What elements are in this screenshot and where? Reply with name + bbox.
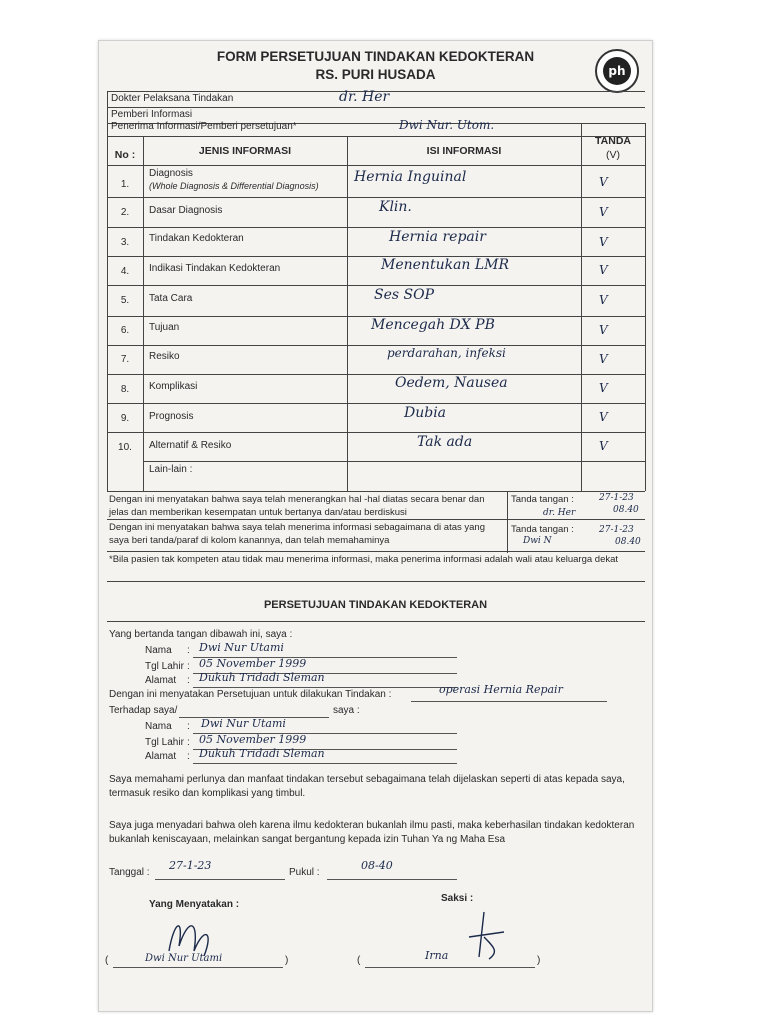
patient-nama: Dwi Nur Utami bbox=[201, 717, 286, 730]
consent-heading: PERSETUJUAN TINDAKAN KEDOKTERAN bbox=[263, 599, 488, 611]
doctor-sign-time: 08.40 bbox=[613, 505, 639, 515]
row-jenis: Resiko bbox=[149, 351, 180, 362]
menyatakan-name: Dwi Nur Utami bbox=[145, 953, 223, 964]
table-top-border bbox=[107, 136, 645, 137]
row-divider bbox=[107, 285, 645, 286]
divider bbox=[107, 581, 645, 582]
action-value: operasi Hernia Repair bbox=[439, 683, 563, 696]
underline bbox=[113, 967, 283, 968]
row-number: 10. bbox=[118, 442, 132, 453]
underline bbox=[365, 967, 535, 968]
divider bbox=[107, 519, 645, 520]
row-isi: Tak ada bbox=[417, 434, 473, 450]
row-isi: Klin. bbox=[379, 199, 412, 215]
logo-text: ph bbox=[603, 57, 631, 85]
divider bbox=[107, 551, 645, 552]
row-isi: Menentukan LMR bbox=[381, 257, 510, 273]
row-divider bbox=[107, 227, 645, 228]
underline bbox=[193, 763, 457, 764]
action-label: Dengan ini menyatakan Persetujuan untuk dilakukan Tindakan : bbox=[109, 689, 392, 700]
consent-form-page: FORM PERSETUJUAN TINDAKAN KEDOKTERAN RS. PURI HUSADA ph Dokter Pelaksana Tindakan dr. Her Pemberi Informasi Penerima Informasi/Pemberi persetujuan* Dwi Nur. Utom. No : JENIS INFORMASI ISI INFORMASI TANDA (V) 1. Diagnosis (Whole Diagnosis & Differential Diagnosis) Hernia Inguinal V 2. Dasar Diagnosis Klin. V 3. Tindakan Kedokteran Hernia repair V 4. Indikasi Tindakan Kedokteran Menentukan LMR V 5. Tata Cara Ses SOP V 6. Tujuan Mencegah DX PB V 7. Resiko perdarahan, infeksi V 8. Komplikasi Oedem, Nausea V 9. Prognosis Dubia V 10. Alternatif & Resiko Tak ada V Lain-lain : Dengan ini menyatakan bahwa saya telah menerangkan hal -hal diatas secara benar dan jelas dan memberikan kesempatan untuk bertanya dan/atau berdiskusi Tanda tangan : dr. Her 27-1-23 08.40 Dengan ini menyatakan bahwa saya telah menerima informasi sebagaimana di atas yang saya beri tanda/paraf di kolom kanannya, dan telah memahaminya Tanda tangan : Dwi N 27-1-23 08.40 *Bila pasien tak kompeten atau tidak mau menerima informasi, maka penerima informasi adalah wali atau keluarga dekat PERSETUJUAN TINDAKAN KEDOKTERAN Yang bertanda tangan dibawah ini, saya : Nama : Dwi Nur Utami Tgl Lahir : 05 November 1999 Alamat : Dukuh Tridadi Sleman Dengan ini menyatakan Persetujuan untuk dilakukan Tindakan : operasi Hernia Repair Terhadap saya/ saya : Nama : Dwi Nur Utami Tgl Lahir : 05 November 1999 Alamat : Dukuh Tridadi Sleman Saya memahami perlunya dan manfaat tindakan tersebut sebagaimana telah dijelaskan seperti di atas kepada saya, termasuk resiko dan komplikasi yang timbul. Saya juga menyadari bahwa oleh karena ilmu kedokteran bukanlah ilmu pasti, maka keberhasilan tindakan kedokteran bukanlah keniscayaan, melainkan sangat bergantung kepada izin Tuhan Ya ng Maha Esa Tanggal : 27-1-23 Pukul : 08-40 Yang Menyatakan : Saksi : ( Dwi Nur Utami ) ( Irna ) bbox=[98, 40, 653, 1012]
signer-nama: Dwi Nur Utami bbox=[199, 641, 284, 654]
table-header-bottom bbox=[107, 165, 645, 166]
patient-tgl-label: Tgl Lahir bbox=[145, 737, 184, 748]
table-bottom-border bbox=[107, 491, 645, 492]
row-isi: Hernia repair bbox=[389, 229, 486, 245]
row-jenis: Diagnosis bbox=[149, 168, 193, 179]
saya-label: saya : bbox=[333, 705, 360, 716]
col-tanda-header: TANDA bbox=[595, 135, 631, 147]
signer-tgl: 05 November 1999 bbox=[199, 657, 307, 670]
col-tanda-subheader: (V) bbox=[606, 149, 620, 161]
row-divider bbox=[107, 374, 645, 375]
row-number: 6. bbox=[120, 325, 130, 336]
consent-paragraph-2: Saya juga menyadari bahwa oleh karena ilmu kedokteran bukanlah ilmu pasti, maka keberhasilan tindakan kedokteran bukanlah keniscayaan, melainkan sangat bergantung kepada izin Tuhan Ya ng Maha Esa bbox=[109, 820, 635, 845]
row-jenis: Tujuan bbox=[149, 322, 180, 333]
col-isi-header: ISI INFORMASI bbox=[426, 145, 502, 157]
patient-sign-label: Tanda tangan : bbox=[511, 524, 574, 535]
hospital-logo bbox=[595, 49, 639, 93]
row-jenis-sub: (Whole Diagnosis & Differential Diagnosis) bbox=[149, 181, 319, 191]
row-divider bbox=[107, 197, 645, 198]
patient-statement: Dengan ini menyatakan bahwa saya telah menerima informasi sebagaimana di atas yang saya beri tanda/paraf di kolom kanannya, dan telah memahaminya bbox=[109, 522, 485, 546]
underline bbox=[327, 879, 457, 880]
patient-tgl: 05 November 1999 bbox=[199, 733, 307, 746]
lain-lain-label: Lain-lain : bbox=[149, 464, 193, 475]
row-isi: Mencegah DX PB bbox=[371, 317, 495, 333]
signer-alamat: Dukuh Tridadi Sleman bbox=[199, 671, 325, 684]
underline bbox=[193, 687, 457, 688]
table-col-divider bbox=[581, 123, 582, 491]
row-number: 2. bbox=[120, 207, 130, 218]
row-check: V bbox=[599, 323, 608, 337]
patient-sign-time: 08.40 bbox=[615, 537, 641, 547]
terhadap-label: Terhadap saya/ bbox=[109, 705, 178, 716]
doctor-statement: Dengan ini menyatakan bahwa saya telah menerangkan hal -hal diatas secara benar dan jelas dan memberikan kesempatan untuk bertanya dan/atau berdiskusi bbox=[109, 494, 485, 518]
row-check: V bbox=[599, 263, 608, 277]
form-title: FORM PERSETUJUAN TINDAKAN KEDOKTERAN bbox=[216, 49, 535, 64]
consent-intro: Yang bertanda tangan dibawah ini, saya : bbox=[109, 629, 293, 640]
underline bbox=[155, 879, 285, 880]
doctor-label: Dokter Pelaksana Tindakan bbox=[111, 93, 234, 104]
row-check: V bbox=[599, 175, 608, 189]
saksi-label: Saksi : bbox=[441, 893, 474, 904]
signer-alamat-label: Alamat bbox=[145, 675, 177, 686]
row-number: 3. bbox=[120, 237, 130, 248]
row-jenis: Alternatif & Resiko bbox=[149, 440, 232, 451]
row-jenis: Tata Cara bbox=[149, 293, 193, 304]
row-check: V bbox=[599, 293, 608, 307]
row-check: V bbox=[599, 205, 608, 219]
patient-sign-date: 27-1-23 bbox=[599, 525, 634, 535]
row-isi: Oedem, Nausea bbox=[395, 375, 508, 391]
patient-alamat: Dukuh Tridadi Sleman bbox=[199, 747, 325, 760]
row-check: V bbox=[599, 439, 608, 453]
patient-sign-name: Dwi N bbox=[523, 536, 552, 546]
patient-nama-label: Nama bbox=[145, 721, 172, 732]
row-divider bbox=[107, 345, 645, 346]
row-number: 1. bbox=[120, 179, 130, 190]
row-isi: Ses SOP bbox=[374, 287, 434, 303]
doctor-sign-label: Tanda tangan : bbox=[511, 494, 574, 505]
row-divider bbox=[143, 461, 645, 462]
divider bbox=[107, 621, 645, 622]
doctor-value: dr. Her bbox=[339, 89, 390, 105]
row-jenis: Indikasi Tindakan Kedokteran bbox=[149, 263, 281, 274]
recipient-label: Penerima Informasi/Pemberi persetujuan* bbox=[111, 121, 297, 132]
divider bbox=[107, 107, 645, 108]
pukul-label: Pukul : bbox=[289, 867, 320, 878]
footnote: *Bila pasien tak kompeten atau tidak mau menerima informasi, maka penerima informasi adalah wali atau keluarga dekat bbox=[109, 554, 619, 565]
signer-nama-label: Nama bbox=[145, 645, 172, 656]
row-isi: Dubia bbox=[404, 405, 447, 421]
row-jenis: Prognosis bbox=[149, 411, 194, 422]
row-jenis: Dasar Diagnosis bbox=[149, 205, 223, 216]
tanggal-label: Tanggal : bbox=[109, 867, 150, 878]
consent-paragraph-1: Saya memahami perlunya dan manfaat tindakan tersebut sebagaimana telah dijelaskan seperti di atas kepada saya, termasuk resiko dan komplikasi yang timbul. bbox=[109, 774, 625, 799]
row-number: 7. bbox=[120, 354, 130, 365]
col-no-header: No : bbox=[114, 149, 136, 161]
row-divider bbox=[107, 256, 645, 257]
row-check: V bbox=[599, 352, 608, 366]
doctor-sign-name: dr. Her bbox=[543, 508, 576, 518]
row-jenis: Komplikasi bbox=[149, 381, 198, 392]
row-isi: Hernia Inguinal bbox=[354, 169, 467, 185]
saksi-name: Irna bbox=[425, 949, 449, 962]
row-check: V bbox=[599, 235, 608, 249]
col-jenis-header: JENIS INFORMASI bbox=[198, 145, 292, 157]
row-check: V bbox=[599, 410, 608, 424]
table-right-border bbox=[645, 123, 646, 491]
patient-alamat-label: Alamat bbox=[145, 751, 177, 762]
row-number: 5. bbox=[120, 295, 130, 306]
row-number: 9. bbox=[120, 413, 130, 424]
row-check: V bbox=[599, 381, 608, 395]
hospital-name: RS. PURI HUSADA bbox=[315, 67, 436, 82]
row-number: 8. bbox=[120, 384, 130, 395]
tanggal-value: 27-1-23 bbox=[169, 859, 212, 872]
doctor-sign-date: 27-1-23 bbox=[599, 493, 634, 503]
row-jenis: Tindakan Kedokteran bbox=[149, 233, 244, 244]
row-isi: perdarahan, infeksi bbox=[387, 346, 506, 360]
row-divider bbox=[107, 432, 645, 433]
informant-label: Pemberi Informasi bbox=[111, 109, 193, 120]
underline bbox=[411, 701, 607, 702]
table-col-divider bbox=[347, 136, 348, 492]
signer-tgl-label: Tgl Lahir bbox=[145, 661, 184, 672]
statement-divider bbox=[507, 491, 508, 553]
saksi-signature bbox=[459, 907, 509, 963]
row-divider bbox=[107, 403, 645, 404]
menyatakan-label: Yang Menyatakan : bbox=[149, 899, 240, 910]
row-number: 4. bbox=[120, 266, 130, 277]
pukul-value: 08-40 bbox=[361, 859, 393, 872]
recipient-value: Dwi Nur. Utom. bbox=[399, 118, 495, 132]
